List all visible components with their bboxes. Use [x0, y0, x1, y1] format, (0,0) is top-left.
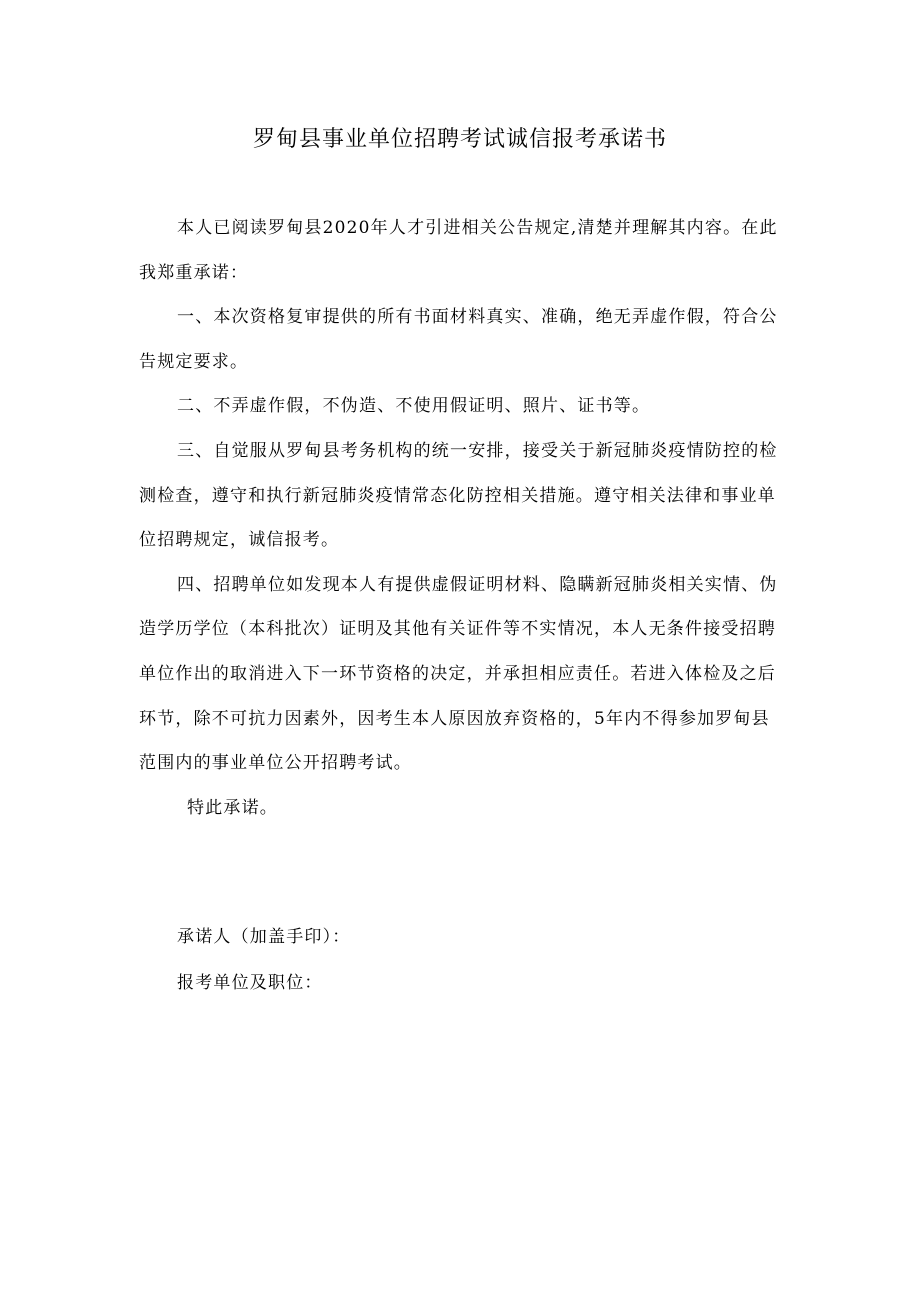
signature-block: [177, 914, 777, 1006]
document-body: [139, 206, 785, 830]
paragraph-item-4: 四、招聘单位如发现本人有提供虚假证明材料、隐瞒新冠肺炎相关实情、伪造学历学位（本科批次）证明及其他有关证件等不实情况，本人无条件接受招聘单位作出的取消进入下一环节资格的决定，并承担相应责任。若进入体检及之后环节，除不可抗力因素外，因考生本人原因放弃资格的，5年内不得参加罗甸县范围内的事业单位公开招聘考试。: [139, 574, 778, 774]
paragraph-item-3: 三、自觉服从罗甸县考务机构的统一安排，接受关于新冠肺炎疫情防控的检测检查，遵守和执行新冠肺炎疫情常态化防控相关措施。遵守相关法律和事业单位招聘规定，诚信报考。: [139, 440, 778, 551]
document-title: 罗甸县事业单位招聘考试诚信报考承诺书: [252, 127, 667, 152]
paragraph-item-1: 一、本次资格复审提供的所有书面材料真实、准确，绝无弄虚作假，符合公告规定要求。: [139, 307, 778, 372]
closing-statement: 特此承诺。: [187, 797, 278, 818]
position-label: 报考单位及职位：: [177, 973, 323, 993]
paragraph-intro: 本人已阅读罗甸县2020年人才引进相关公告规定,清楚并理解其内容。在此我郑重承诺：: [139, 218, 778, 283]
signature-label: 承诺人（加盖手印）：: [177, 927, 351, 947]
paragraph-item-2: 二、不弄虚作假，不伪造、不使用假证明、照片、证书等。: [177, 396, 651, 417]
